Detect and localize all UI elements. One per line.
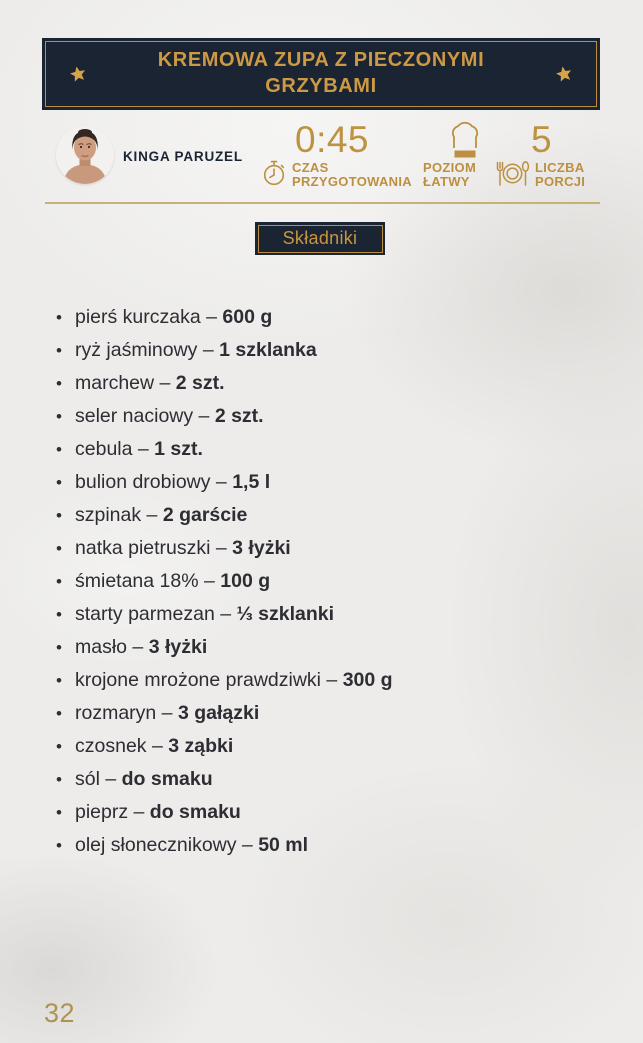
prep-time-value: 0:45 bbox=[295, 119, 370, 160]
ingredient-amount: 300 g bbox=[342, 669, 393, 691]
bullet-icon: • bbox=[56, 770, 62, 789]
ingredient-amount: 50 ml bbox=[258, 834, 309, 856]
bullet-icon: • bbox=[56, 836, 62, 855]
gold-divider bbox=[45, 202, 600, 204]
ingredient-amount: 3 ząbki bbox=[168, 735, 234, 757]
list-item bbox=[56, 565, 596, 598]
difficulty-label: POZIOM ŁATWY bbox=[423, 160, 477, 189]
ingredient-name: starty parmezan – bbox=[75, 603, 237, 625]
ingredient-name: masło – bbox=[75, 636, 149, 658]
ingredient-amount: ⅓ szklanki bbox=[236, 603, 335, 625]
ingredients-section-badge bbox=[255, 222, 385, 255]
bullet-icon: • bbox=[56, 407, 62, 426]
star-icon bbox=[555, 65, 573, 83]
list-item bbox=[56, 763, 596, 796]
ingredient-amount: 2 szt. bbox=[214, 405, 264, 427]
recipe-title-banner bbox=[42, 38, 600, 110]
ingredient-amount: 2 szt. bbox=[175, 372, 225, 394]
ingredient-amount: 3 gałązki bbox=[177, 702, 260, 724]
list-item bbox=[56, 400, 596, 433]
page-number: 32 bbox=[44, 998, 76, 1028]
ingredient-amount: do smaku bbox=[149, 801, 241, 823]
ingredient-amount: 1 szt. bbox=[154, 438, 203, 460]
ingredient-amount: 1 szklanka bbox=[219, 339, 317, 361]
ingredient-amount: do smaku bbox=[121, 768, 213, 790]
bullet-icon: • bbox=[56, 341, 62, 360]
bullet-icon: • bbox=[56, 473, 62, 492]
list-item bbox=[56, 532, 596, 565]
bullet-icon: • bbox=[56, 506, 62, 525]
chef-hat-icon bbox=[443, 121, 487, 160]
ingredient-amount: 3 łyżki bbox=[232, 537, 291, 559]
prep-time-label: CZAS PRZYGOTOWANIA bbox=[292, 160, 412, 189]
ingredient-name: olej słonecznikowy – bbox=[75, 834, 259, 856]
section-title: Składniki bbox=[282, 228, 358, 248]
ingredient-amount: 2 garście bbox=[162, 504, 248, 526]
ingredient-name: marchew – bbox=[75, 372, 176, 394]
bullet-icon: • bbox=[56, 572, 62, 591]
bullet-icon: • bbox=[56, 605, 62, 624]
ingredient-name: ryż jaśminowy – bbox=[75, 339, 220, 361]
star-icon bbox=[69, 65, 87, 83]
list-item bbox=[56, 598, 596, 631]
ingredient-name: seler naciowy – bbox=[75, 405, 215, 427]
author-name: KINGA PARUZEL bbox=[123, 149, 243, 164]
bullet-icon: • bbox=[56, 638, 62, 657]
avatar bbox=[56, 126, 114, 184]
list-item bbox=[56, 631, 596, 664]
bullet-icon: • bbox=[56, 308, 62, 327]
ingredient-name: sól – bbox=[75, 768, 122, 790]
ingredient-amount: 100 g bbox=[220, 570, 271, 592]
list-item bbox=[56, 664, 596, 697]
bullet-icon: • bbox=[56, 803, 62, 822]
list-item bbox=[56, 796, 596, 829]
ingredient-name: cebula – bbox=[75, 438, 155, 460]
list-item bbox=[56, 367, 596, 400]
list-item bbox=[56, 301, 596, 334]
ingredient-name: śmietana 18% – bbox=[75, 570, 221, 592]
ingredient-name: pieprz – bbox=[75, 801, 150, 823]
bullet-icon: • bbox=[56, 737, 62, 756]
servings-label: LICZBA PORCJI bbox=[535, 160, 586, 189]
ingredient-name: natka pietruszki – bbox=[75, 537, 233, 559]
ingredient-name: krojone mrożone prawdziwki – bbox=[75, 669, 343, 691]
list-item bbox=[56, 829, 596, 862]
ingredient-amount: 600 g bbox=[222, 306, 273, 328]
plate-cutlery-icon bbox=[495, 158, 530, 187]
bullet-icon: • bbox=[56, 704, 62, 723]
bullet-icon: • bbox=[56, 374, 62, 393]
list-item bbox=[56, 466, 596, 499]
ingredient-name: rozmaryn – bbox=[75, 702, 178, 724]
servings-value: 5 bbox=[531, 119, 553, 160]
ingredient-name: bulion drobiowy – bbox=[75, 471, 233, 493]
ingredient-name: szpinak – bbox=[75, 504, 163, 526]
list-item bbox=[56, 697, 596, 730]
ingredient-amount: 3 łyżki bbox=[148, 636, 208, 658]
stopwatch-icon bbox=[261, 160, 287, 187]
bullet-icon: • bbox=[56, 440, 62, 459]
list-item bbox=[56, 730, 596, 763]
list-item bbox=[56, 334, 596, 367]
recipe-title: KREMOWA ZUPA Z PIECZONYMI GRZYBAMI bbox=[157, 49, 485, 97]
ingredient-name: pierś kurczaka – bbox=[75, 306, 223, 328]
list-item bbox=[56, 499, 596, 532]
list-item bbox=[56, 433, 596, 466]
ingredient-name: czosnek – bbox=[75, 735, 169, 757]
bullet-icon: • bbox=[56, 671, 62, 690]
bullet-icon: • bbox=[56, 539, 62, 558]
ingredient-amount: 1,5 l bbox=[232, 471, 271, 493]
ingredients-list bbox=[56, 301, 596, 862]
